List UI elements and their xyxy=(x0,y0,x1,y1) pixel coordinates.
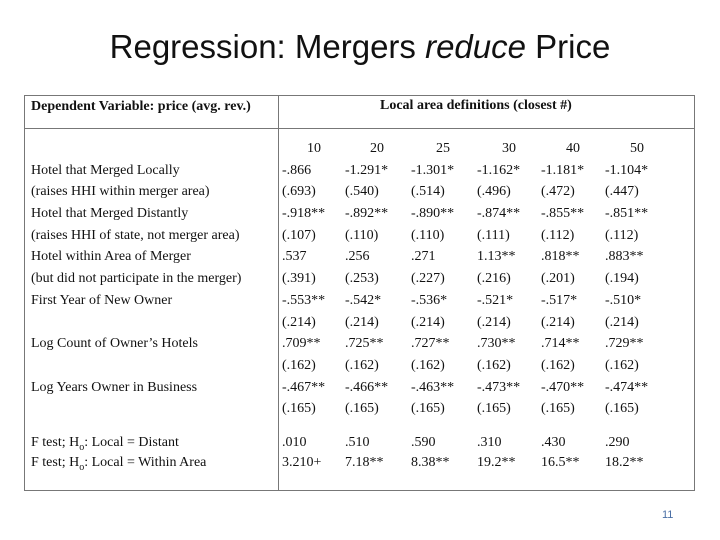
std-error-cell: (.472) xyxy=(541,184,575,200)
local-area-header: Local area definitions (closest #) xyxy=(380,98,572,113)
coefficient-cell: -.892** xyxy=(345,206,389,222)
title-prefix: Regression: Mergers xyxy=(109,28,426,65)
std-error-cell: (.165) xyxy=(345,401,379,417)
std-error-cell: (.162) xyxy=(541,357,575,373)
coefficient-cell: -.473** xyxy=(477,379,521,395)
std-error-cell: (.214) xyxy=(282,314,316,330)
coefficient-cell: -.510* xyxy=(605,292,642,308)
coefficient-cell: -.536* xyxy=(411,292,448,308)
row-labels xyxy=(31,138,281,473)
column-header: 25 xyxy=(436,141,450,156)
ftest-value: .310 xyxy=(477,434,502,450)
std-error-cell: (.496) xyxy=(477,184,511,200)
std-error-cell: (.253) xyxy=(345,271,379,287)
coefficient-cell: .537 xyxy=(282,249,307,265)
header-divider xyxy=(25,128,694,129)
coefficient-cell: .727** xyxy=(411,336,450,352)
coefficient-cell: -.463** xyxy=(411,379,455,395)
std-error-cell: (.216) xyxy=(477,271,511,287)
coefficient-cell: .818** xyxy=(541,249,580,265)
ftest-value: .290 xyxy=(605,434,630,450)
ftest-value: .590 xyxy=(411,434,436,450)
coefficient-cell: -.474** xyxy=(605,379,649,395)
coefficient-cell: .730** xyxy=(477,336,516,352)
ftest-value: 18.2** xyxy=(605,454,644,470)
coefficient-cell: .271 xyxy=(411,249,436,265)
coefficient-cell: -.553** xyxy=(282,292,326,308)
row-label: (raises HHI of state, not merger area) xyxy=(31,227,240,243)
coefficient-cell: -.866 xyxy=(282,162,312,178)
row-label: Log Years Owner in Business xyxy=(31,379,198,395)
std-error-cell: (.214) xyxy=(411,314,445,330)
coefficient-cell: .729** xyxy=(605,336,644,352)
std-error-cell: (.227) xyxy=(411,271,445,287)
ftest-value: .510 xyxy=(345,434,370,450)
ftest-value: 3.210+ xyxy=(282,454,322,470)
std-error-cell: (.165) xyxy=(541,401,575,417)
std-error-cell: (.214) xyxy=(345,314,379,330)
ftest-value: .430 xyxy=(541,434,566,450)
std-error-cell: (.214) xyxy=(477,314,511,330)
std-error-cell: (.162) xyxy=(411,357,445,373)
coefficient-cell: -1.162* xyxy=(477,162,521,178)
row-label: First Year of New Owner xyxy=(31,292,173,308)
row-label: (but did not participate in the merger) xyxy=(31,271,242,287)
label-header-spacer xyxy=(31,138,281,160)
column-header: 30 xyxy=(502,141,516,156)
coefficient-cell: .725** xyxy=(345,336,384,352)
coefficient-cell: -.467** xyxy=(282,379,326,395)
std-error-cell: (.111) xyxy=(477,227,510,243)
coefficient-cell: -.851** xyxy=(605,206,649,222)
column-40 xyxy=(541,138,605,473)
column-header: 40 xyxy=(566,141,580,156)
column-header: 50 xyxy=(630,141,644,156)
slide-number: 11 xyxy=(662,509,674,521)
std-error-cell: (.107) xyxy=(282,227,316,243)
std-error-cell: (.162) xyxy=(477,357,511,373)
coefficient-cell: -1.181* xyxy=(541,162,585,178)
slide-title xyxy=(0,28,720,66)
ftest-value: 19.2** xyxy=(477,454,516,470)
column-20 xyxy=(345,138,409,473)
ftest-value: 16.5** xyxy=(541,454,580,470)
ftest-value: .010 xyxy=(282,434,307,450)
coefficient-cell: -1.104* xyxy=(605,162,649,178)
row-label: Hotel that Merged Distantly xyxy=(31,206,189,222)
std-error-cell: (.447) xyxy=(605,184,639,200)
coefficient-cell: -.874** xyxy=(477,206,521,222)
row-label xyxy=(31,398,281,420)
std-error-cell: (.194) xyxy=(605,271,639,287)
std-error-cell: (.162) xyxy=(282,357,316,373)
row-label: Hotel that Merged Locally xyxy=(31,162,180,178)
coefficient-cell: -.521* xyxy=(477,292,514,308)
coefficient-cell: 1.13** xyxy=(477,249,516,265)
coefficient-cell: .883** xyxy=(605,249,644,265)
coefficient-cell: .709** xyxy=(282,336,321,352)
regression-table xyxy=(24,95,695,491)
coefficient-cell: -.542* xyxy=(345,292,382,308)
ftest-label: F test; $H_o$: Local = Within Area xyxy=(31,454,207,473)
row-label: (raises HHI within merger area) xyxy=(31,184,210,200)
title-emphasis: reduce xyxy=(425,28,526,65)
coefficient-cell: -.918** xyxy=(282,206,326,222)
std-error-cell: (.110) xyxy=(345,227,379,243)
std-error-cell: (.112) xyxy=(605,227,639,243)
std-error-cell: (.165) xyxy=(477,401,511,417)
column-header: 20 xyxy=(370,141,384,156)
std-error-cell: (.165) xyxy=(282,401,316,417)
std-error-cell: (.162) xyxy=(345,357,379,373)
dependent-variable-header: Dependent Variable: price (avg. rev.) xyxy=(31,99,251,114)
column-10 xyxy=(282,138,346,473)
std-error-cell: (.165) xyxy=(411,401,445,417)
ftest-label: F test; $H_o$: Local = Distant xyxy=(31,434,179,453)
column-50 xyxy=(605,138,669,473)
std-error-cell: (.112) xyxy=(541,227,575,243)
column-header: 10 xyxy=(307,141,321,156)
coefficient-cell: .256 xyxy=(345,249,370,265)
row-label: Log Count of Owner’s Hotels xyxy=(31,336,198,352)
coefficient-cell: -1.301* xyxy=(411,162,455,178)
std-error-cell: (.693) xyxy=(282,184,316,200)
std-error-cell: (.391) xyxy=(282,271,316,287)
column-25 xyxy=(411,138,475,473)
row-label: Hotel within Area of Merger xyxy=(31,249,191,265)
coefficient-cell: -.855** xyxy=(541,206,585,222)
coefficient-cell: -.466** xyxy=(345,379,389,395)
std-error-cell: (.110) xyxy=(411,227,445,243)
std-error-cell: (.165) xyxy=(605,401,639,417)
coefficient-cell: -.470** xyxy=(541,379,585,395)
ftest-value: 7.18** xyxy=(345,454,384,470)
coefficient-cell: .714** xyxy=(541,336,580,352)
std-error-cell: (.514) xyxy=(411,184,445,200)
row-label xyxy=(31,312,281,334)
title-suffix: Price xyxy=(526,28,611,65)
ftest-value: 8.38** xyxy=(411,454,450,470)
column-30 xyxy=(477,138,541,473)
std-error-cell: (.162) xyxy=(605,357,639,373)
std-error-cell: (.201) xyxy=(541,271,575,287)
coefficient-cell: -.890** xyxy=(411,206,455,222)
std-error-cell: (.214) xyxy=(605,314,639,330)
std-error-cell: (.540) xyxy=(345,184,379,200)
coefficient-cell: -.517* xyxy=(541,292,578,308)
coefficient-cell: -1.291* xyxy=(345,162,389,178)
std-error-cell: (.214) xyxy=(541,314,575,330)
row-label xyxy=(31,355,281,377)
